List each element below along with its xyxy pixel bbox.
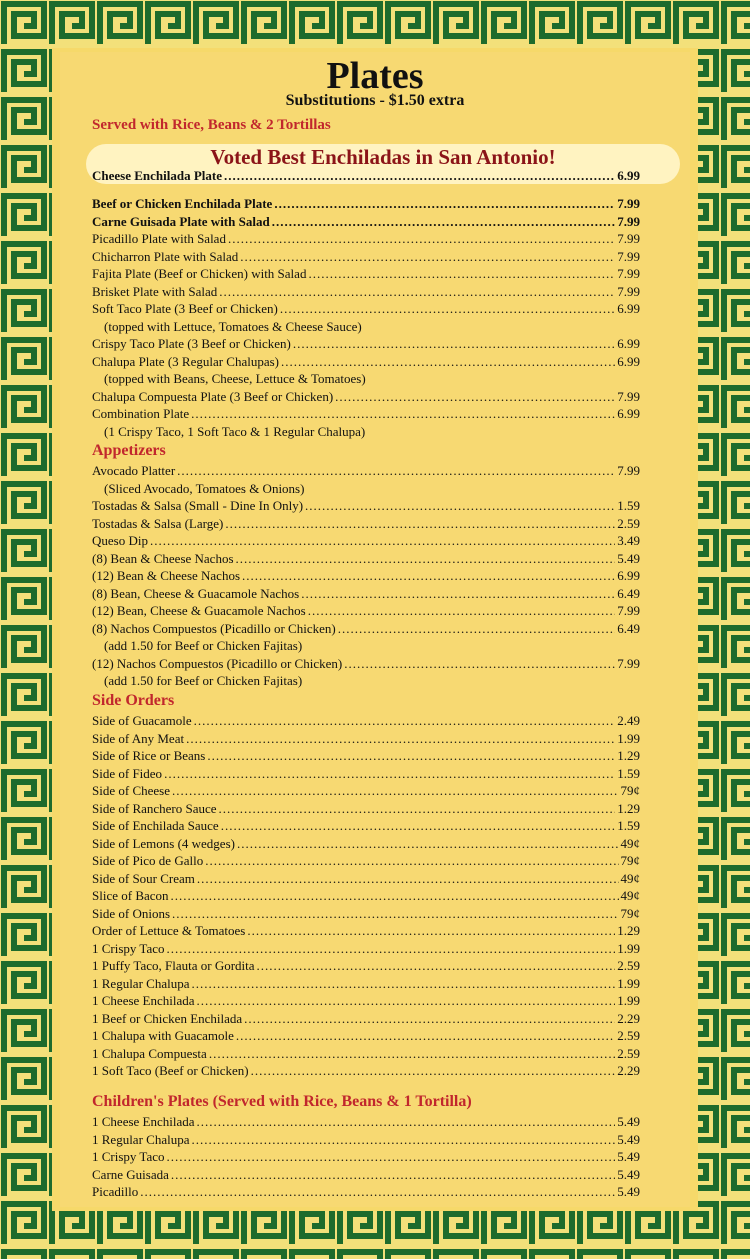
item-price: 2.29 <box>617 1010 640 1026</box>
menu-item <box>92 817 640 834</box>
item-note: (topped with Beans, Cheese, Lettuce & Tomatoes) <box>104 371 366 386</box>
item-price: 1.29 <box>617 800 640 816</box>
item-price: 1.99 <box>617 993 640 1008</box>
item-note: (add 1.50 for Beef or Chicken Fajitas) <box>104 673 303 688</box>
item-name: 1 Crispy Taco <box>92 940 165 956</box>
item-name: Side of Ranchero Sauce <box>92 800 217 816</box>
substitutions-note: Substitutions - $1.50 extra <box>285 92 465 109</box>
item-price: 7.99 <box>617 603 640 618</box>
item-note: (1 Crispy Taco, 1 Soft Taco & 1 Regular Chalupa) <box>104 423 366 439</box>
item-name: Side of Lemons (4 wedges) <box>92 835 235 851</box>
item-price: 1.59 <box>617 765 640 781</box>
item-name: Side of Cheese <box>92 783 170 798</box>
item-price: 7.99 <box>617 388 640 404</box>
item-name: Side of Sour Cream <box>92 870 195 886</box>
item-name: 1 Regular Chalupa <box>92 975 190 991</box>
menu-item <box>92 905 640 922</box>
menu-item <box>92 265 640 282</box>
item-name: Picadillo Plate with Salad <box>92 231 226 246</box>
item-name: (12) Bean & Cheese Nachos <box>92 568 241 583</box>
item-price: 5.49 <box>617 1149 640 1164</box>
item-price: 6.99 <box>617 353 640 369</box>
item-price: 2.59 <box>617 1028 640 1043</box>
menu-item <box>92 283 640 300</box>
item-price: 1.29 <box>617 748 640 763</box>
item-name: Side of Fideo <box>92 765 163 781</box>
item-name: 1 Soft Taco (Beef or Chicken) <box>92 1063 249 1078</box>
item-name: Side of Any Meat <box>92 730 185 746</box>
menu-item <box>92 835 640 852</box>
page-title: Plates <box>326 55 424 97</box>
menu-item <box>92 213 640 230</box>
item-price: 5.49 <box>617 1114 640 1129</box>
item-price: 6.99 <box>617 301 640 316</box>
item-price: 2.49 <box>617 713 640 728</box>
item-price: 1.99 <box>617 730 640 746</box>
item-price: 2.29 <box>617 1063 640 1078</box>
item-price: 6.99 <box>617 168 640 183</box>
menu-item <box>92 585 640 602</box>
item-price: 1.99 <box>617 975 640 991</box>
item-price: 2.59 <box>617 1045 640 1061</box>
menu-item <box>92 1027 640 1044</box>
menu-item <box>92 1183 640 1200</box>
item-name: Fajita Plate (Beef or Chicken) with Salad <box>92 266 307 281</box>
item-price: 6.99 <box>617 568 640 583</box>
item-price: 2.59 <box>617 515 640 531</box>
item-price: 7.99 <box>617 196 640 211</box>
menu-item <box>92 462 640 479</box>
item-price: 7.99 <box>617 283 640 299</box>
item-name: Carne Guisada <box>92 1166 169 1182</box>
item-name: Side of Onions <box>92 905 170 921</box>
menu-item <box>92 497 640 514</box>
item-name: (8) Nachos Compuestos (Picadillo or Chicken) <box>92 620 336 636</box>
menu-item <box>92 800 640 817</box>
item-name: Side of Pico de Gallo <box>92 853 204 868</box>
item-price: 7.99 <box>617 266 640 281</box>
item-name: Tostadas & Salsa (Large) <box>92 515 224 531</box>
item-name: Combination Plate <box>92 406 190 421</box>
menu-item <box>92 1166 640 1183</box>
item-name: (12) Bean, Cheese & Guacamole Nachos <box>92 603 306 618</box>
item-name: Brisket Plate with Salad <box>92 283 218 299</box>
menu-item <box>92 957 640 974</box>
item-name: Tostadas & Salsa (Small - Dine In Only) <box>92 498 304 513</box>
menu-item <box>92 388 640 405</box>
item-price: 79¢ <box>620 905 640 921</box>
item-price: 6.99 <box>617 336 640 351</box>
menu-item <box>92 922 640 939</box>
item-name: Chalupa Plate (3 Regular Chalupas) <box>92 353 280 369</box>
item-price: 49¢ <box>620 835 640 851</box>
menu-item <box>92 712 640 729</box>
item-name: Picadillo <box>92 1184 139 1199</box>
item-price: 5.49 <box>617 1184 640 1199</box>
menu-item <box>92 300 640 317</box>
menu-item <box>92 1148 640 1165</box>
item-name: 1 Puffy Taco, Flauta or Gordita <box>92 958 255 973</box>
item-name: Side of Enchilada Sauce <box>92 818 219 833</box>
menu-item <box>92 1045 640 1062</box>
item-price: 7.99 <box>617 213 640 229</box>
menu-item <box>92 730 640 747</box>
item-name: 1 Chalupa with Guacamole <box>92 1028 234 1043</box>
menu-item <box>92 532 640 549</box>
menu-item <box>92 870 640 887</box>
menu-item <box>92 620 640 637</box>
menu-panel <box>60 52 690 1207</box>
menu-item <box>92 230 640 247</box>
item-name: 1 Crispy Taco <box>92 1149 165 1164</box>
item-price: 2.59 <box>617 958 640 973</box>
item-note: (add 1.50 for Beef or Chicken Fajitas) <box>104 638 303 653</box>
item-name: Soft Taco Plate (3 Beef or Chicken) <box>92 301 278 316</box>
menu-item <box>92 405 640 422</box>
item-name: Crispy Taco Plate (3 Beef or Chicken) <box>92 336 291 351</box>
menu-item <box>92 248 640 265</box>
menu-item <box>92 567 640 584</box>
item-name: (12) Nachos Compuestos (Picadillo or Chicken) <box>92 655 343 671</box>
menu-item-cheese-enchilada-plate <box>92 167 640 184</box>
item-note: (Sliced Avocado, Tomatoes & Onions) <box>104 480 305 496</box>
item-name: Side of Rice or Beans <box>92 748 206 763</box>
banner-title: Voted Best Enchiladas in San Antonio! <box>210 145 556 169</box>
menu-item <box>92 747 640 764</box>
item-price: 6.49 <box>617 620 640 636</box>
menu-item <box>92 765 640 782</box>
section-title-childrens-plates: Children's Plates (Served with Rice, Beans & 1 Tortilla) <box>92 1093 472 1110</box>
item-price: 3.49 <box>617 533 640 548</box>
item-name: Carne Guisada Plate with Salad <box>92 213 270 229</box>
item-name: 1 Chalupa Compuesta <box>92 1045 207 1061</box>
item-price: 7.99 <box>617 655 640 671</box>
item-name: Side of Guacamole <box>92 713 192 728</box>
item-name: Avocado Platter <box>92 463 176 478</box>
item-name: Chalupa Compuesta Plate (3 Beef or Chicken) <box>92 388 334 404</box>
item-price: 7.99 <box>617 231 640 246</box>
item-price: 1.59 <box>617 818 640 833</box>
menu-item <box>92 353 640 370</box>
section-title-appetizers: Appetizers <box>92 442 166 459</box>
served-with-note: Served with Rice, Beans & 2 Tortillas <box>92 117 331 133</box>
section-title-side-orders: Side Orders <box>92 692 175 709</box>
item-name: 1 Cheese Enchilada <box>92 993 195 1008</box>
item-name: Chicharron Plate with Salad <box>92 248 239 264</box>
item-note: (topped with Lettuce, Tomatoes & Cheese Sauce) <box>104 318 362 334</box>
item-name: 1 Beef or Chicken Enchilada <box>92 1010 243 1026</box>
item-name: (8) Bean & Cheese Nachos <box>92 550 234 566</box>
item-price: 1.29 <box>617 923 640 938</box>
item-price: 1.59 <box>617 498 640 513</box>
item-name: Beef or Chicken Enchilada Plate <box>92 196 273 211</box>
menu-item <box>92 782 640 799</box>
item-name: Slice of Bacon <box>92 888 169 903</box>
item-price: 7.99 <box>617 248 640 264</box>
menu-item <box>92 975 640 992</box>
item-price: 5.49 <box>617 1131 640 1147</box>
menu-item <box>92 992 640 1009</box>
item-name: 1 Cheese Enchilada <box>92 1114 195 1129</box>
menu-item <box>92 515 640 532</box>
item-name: Order of Lettuce & Tomatoes <box>92 923 246 938</box>
item-price: 5.49 <box>617 550 640 566</box>
menu-item <box>92 602 640 619</box>
item-price: 6.99 <box>617 406 640 421</box>
menu-item <box>92 1010 640 1027</box>
item-price: 7.99 <box>617 463 640 478</box>
menu-item <box>92 940 640 957</box>
item-price: 5.49 <box>617 1166 640 1182</box>
item-price: 49¢ <box>620 870 640 886</box>
menu-item <box>92 335 640 352</box>
menu-item <box>92 655 640 672</box>
item-name: (8) Bean, Cheese & Guacamole Nachos <box>92 585 300 601</box>
item-price: 79¢ <box>620 783 640 798</box>
item-price: 49¢ <box>620 888 640 903</box>
item-price: 79¢ <box>620 853 640 868</box>
menu-item <box>92 1062 640 1079</box>
menu-item <box>92 887 640 904</box>
menu-item <box>92 1113 640 1130</box>
item-price: 6.49 <box>617 585 640 601</box>
menu-item <box>92 852 640 869</box>
item-name: Queso Dip <box>92 533 148 548</box>
menu-item <box>92 1131 640 1148</box>
item-name: Cheese Enchilada Plate <box>92 168 222 183</box>
menu-item <box>92 195 640 212</box>
menu-item <box>92 550 640 567</box>
item-price: 1.99 <box>617 940 640 956</box>
item-name: 1 Regular Chalupa <box>92 1131 190 1147</box>
